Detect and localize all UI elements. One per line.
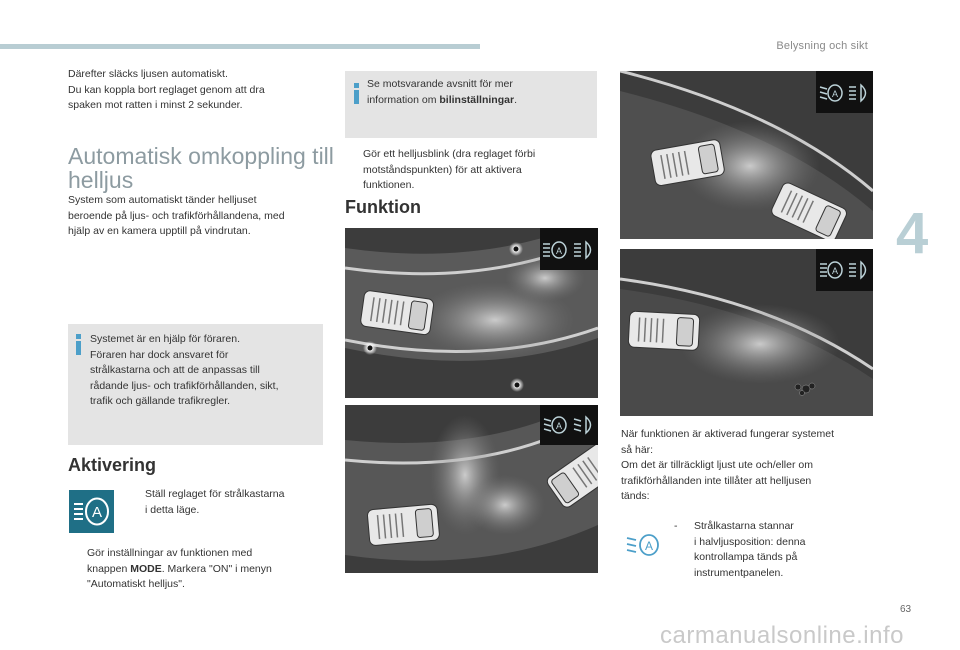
- step-line: motståndspunkten) för att aktivera: [363, 163, 522, 176]
- description-line: System som automatiskt tänder helljuset: [68, 194, 257, 206]
- note-text: information om: [367, 93, 440, 106]
- intro-line: spaken mot ratten i minst 2 sekunder.: [68, 99, 243, 111]
- auto-high-beam-indicator-icon: [625, 532, 665, 556]
- warning-lamp-panel: [540, 228, 598, 270]
- intro-line: Därefter släcks ljusen automatiskt.: [68, 68, 228, 80]
- section-heading: [68, 144, 338, 192]
- illustration-lit-area: [620, 249, 873, 416]
- step-item: [347, 147, 597, 194]
- funktion-heading: Funktion: [345, 197, 421, 217]
- list-line: instrumentpanelen.: [694, 566, 784, 579]
- svg-text:A: A: [831, 266, 839, 276]
- svg-text:A: A: [644, 539, 654, 553]
- note-line: trafik och gällande trafikregler.: [90, 395, 231, 407]
- step-item: [71, 546, 336, 593]
- note-line: rådande ljus- och trafikförhållanden, sikt,: [90, 379, 279, 392]
- note-line: strålkastarna och att de anpassas till: [90, 364, 260, 376]
- step-line: i detta läge.: [145, 503, 200, 516]
- description-paragraph: [68, 193, 338, 240]
- list-line: Strålkastarna stannar: [694, 520, 794, 532]
- description-line: så här:: [621, 443, 654, 456]
- step-line: [87, 562, 336, 578]
- description-line: tänds:: [621, 490, 650, 502]
- list-line: kontrollampa tänds på: [694, 551, 798, 563]
- list-line: i halvljusposition: denna: [694, 535, 806, 548]
- intro-line: Du kan koppla bort reglaget genom att dra: [68, 83, 265, 96]
- warning-lamp-panel: [816, 71, 873, 113]
- heading-line: helljus: [68, 167, 134, 193]
- function-description: [621, 427, 881, 505]
- svg-text:A: A: [555, 246, 563, 256]
- intro-paragraph: [68, 67, 328, 114]
- auto-high-beam-icon: [69, 490, 114, 533]
- description-line: hjälp av en kamera upptill på vindrutan.: [68, 225, 251, 237]
- svg-text:A: A: [555, 421, 563, 431]
- info-icon: [75, 334, 83, 356]
- aktivering-heading: Aktivering: [68, 455, 157, 475]
- svg-text:A: A: [91, 504, 103, 521]
- list-dash: -: [674, 520, 678, 532]
- info-note-box: [68, 324, 323, 445]
- step-line: funktionen.: [363, 179, 415, 191]
- warning-lamp-panel: [816, 249, 873, 291]
- description-line: beroende på ljus- och trafikförhållandena, med: [68, 209, 285, 222]
- step-text: . Markera "ON" i menyn: [161, 562, 272, 575]
- watermark: carmanualsonline.info: [660, 622, 904, 649]
- chapter-number: 4: [896, 201, 929, 266]
- warning-lamp-panel: [540, 405, 598, 445]
- page-number: 63: [900, 604, 912, 615]
- step-item: [130, 487, 320, 518]
- note-line: Se motsvarande avsnitt för mer: [367, 78, 513, 90]
- description-line: trafikförhållanden inte tillåter att helljusen: [621, 474, 812, 487]
- mode-button-label: MODE: [130, 562, 162, 575]
- illustration-high-beam: [345, 228, 598, 398]
- section-title: Belysning och sikt: [776, 40, 868, 52]
- note-line: [367, 93, 592, 109]
- info-icon: [353, 83, 361, 105]
- description-line: Om det är tillräckligt ljust ute och/eller om: [621, 459, 813, 471]
- note-line: Systemet är en hjälp för föraren.: [90, 333, 240, 345]
- svg-text:A: A: [831, 89, 839, 99]
- illustration-following-vehicle: [620, 71, 873, 239]
- info-note-box: [345, 71, 597, 138]
- note-text: .: [514, 93, 517, 106]
- step-line: Gör ett helljusblink (dra reglaget förbi: [363, 148, 536, 160]
- note-line: Föraren har dock ansvaret för: [90, 348, 229, 361]
- description-line: När funktionen är aktiverad fungerar systemet: [621, 428, 835, 440]
- header-rule: [0, 44, 480, 49]
- list-item: [674, 519, 874, 581]
- illustration-oncoming-vehicle: [345, 405, 598, 573]
- step-line: Gör inställningar av funktionen med: [87, 547, 253, 559]
- step-line: "Automatiskt helljus".: [87, 578, 185, 590]
- heading-line: Automatisk omkoppling till: [68, 143, 334, 169]
- settings-link-text: bilinställningar: [439, 93, 515, 106]
- step-line: Ställ reglaget för strålkastarna: [145, 488, 285, 500]
- step-text: knappen: [87, 562, 131, 575]
